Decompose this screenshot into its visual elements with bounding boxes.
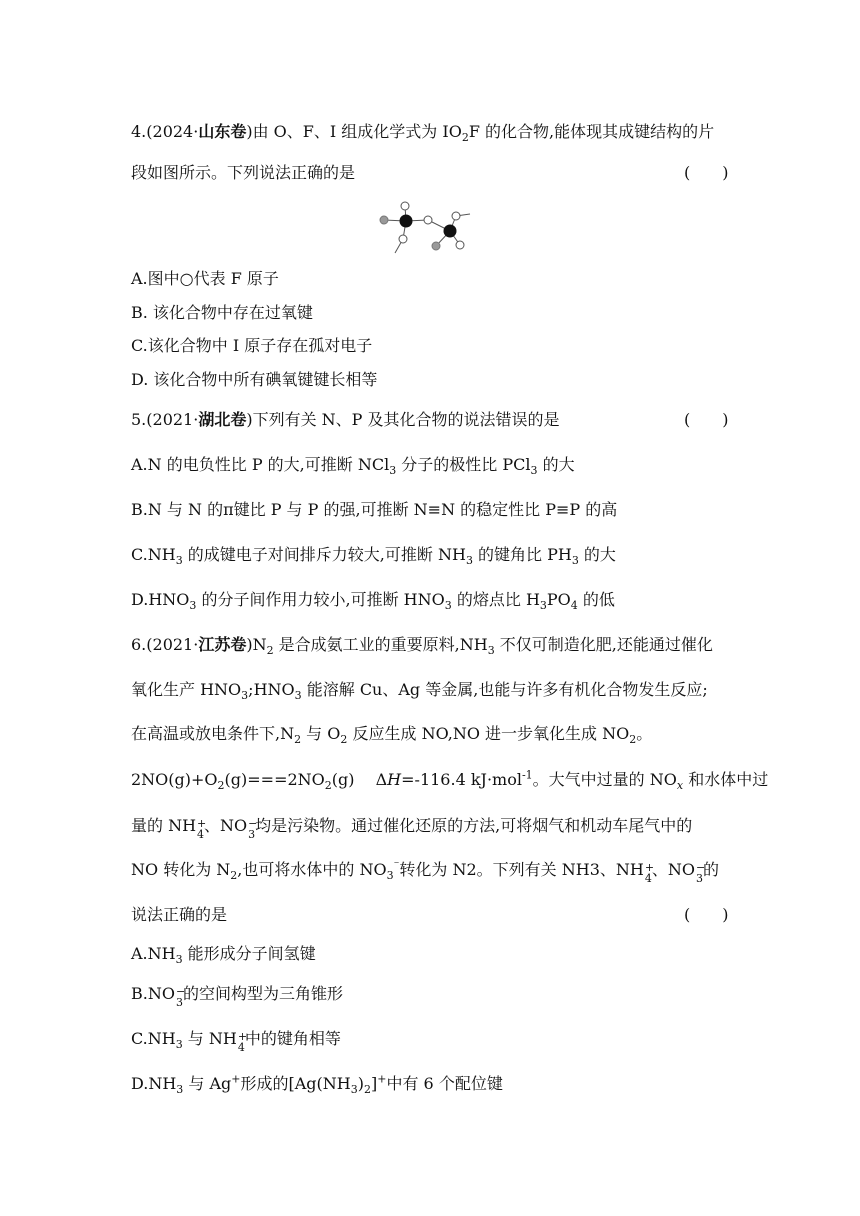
q6-l1-sub1: 2 (266, 644, 274, 658)
q5-c-sub3: 3 (571, 554, 579, 568)
q6-l1-text3: 不仅可制造化肥,还能通过催化 (494, 635, 713, 654)
q6-d-sup2: + (377, 1072, 387, 1086)
q4-option-d: D. 该化合物中所有碘氧键键长相等 (131, 370, 378, 389)
q6-l1-text1: N (252, 635, 267, 654)
q6-a-sub1: 3 (175, 953, 183, 967)
q6-stem-line4 (131, 768, 769, 793)
q6-l4-enthalpy-symbol: H (387, 770, 402, 789)
q4-option-c: C.该化合物中 I 原子存在孤对电子 (131, 336, 373, 355)
q5-stem (131, 409, 731, 431)
q6-l3-text4: 。 (636, 724, 653, 743)
q6-l5-ion-no3 (247, 817, 258, 841)
q6-c-text2: 与 NH (182, 1029, 237, 1048)
q6-number: 6. (131, 635, 147, 654)
q6-l6-text1: NO 转化为 N (131, 860, 231, 879)
q6-b-text2: 的空间构型为三角锥形 (182, 984, 343, 1003)
q6-d-text2: 与 Ag (183, 1074, 232, 1093)
q5-c-text1: C.NH (131, 545, 176, 564)
q6-l2-sub1: 3 (241, 689, 249, 703)
q6-d-sub2: 3 (350, 1083, 358, 1097)
q4-stem-line1 (131, 121, 731, 143)
q6-l4-sub-x: x (676, 779, 684, 793)
q6-c-sub1: 3 (175, 1038, 183, 1052)
q6-l5-text2: 、NO (204, 816, 248, 835)
q5-source-year: (2021· (146, 410, 199, 429)
q6-l3-text3: 反应生成 NO,NO 进一步氧化生成 NO (347, 724, 630, 743)
q6-d-text3: 形成的[Ag(NH (240, 1074, 351, 1093)
q5-source-close: ) (246, 410, 253, 429)
o-atom-5 (456, 241, 464, 249)
q5-source-name: 湖北卷 (198, 410, 247, 429)
q6-l6-text2: ,也可将水体中的 NO (237, 860, 387, 879)
q4-stem-text2: F 的化合物,能体现其成键结构的片 (468, 122, 715, 141)
q6-l5-ion-nh4 (196, 817, 207, 841)
q5-d-text4: PO (546, 590, 571, 609)
o-atom-1 (401, 202, 409, 210)
q5-c-text4: 的大 (578, 545, 616, 564)
q6-l6-ion-nh4 (644, 861, 655, 885)
q4-number: 4. (131, 122, 147, 141)
q6-d-text6: 中有 6 个配位键 (386, 1074, 503, 1093)
q6-d-sub3: 2 (364, 1083, 371, 1097)
q6-l3-sub1: 2 (294, 733, 302, 747)
q5-d-text1: D.HNO (131, 590, 190, 609)
q6-l6-sub4: 3 (695, 872, 703, 885)
q5-a-text2: 分子的极性比 PCl (396, 455, 531, 474)
q6-source-name: 江苏卷 (198, 635, 247, 654)
q4-stem-text: 由 O、F、I 组成化学式为 IO (252, 122, 462, 141)
q6-l6-sub2: 3 (386, 869, 394, 883)
q6-b-charge: − (175, 985, 186, 998)
q5-answer-paren: ( ) (684, 410, 729, 429)
q6-option-b (131, 983, 731, 1009)
q6-l6-charge3: − (695, 861, 706, 874)
q6-l3-text1: 在高温或放电条件下,N (131, 724, 295, 743)
q6-stem-line5 (131, 815, 731, 841)
q6-option-a (131, 943, 731, 965)
q6-stem-line2 (131, 679, 731, 701)
q6-c-charge: + (237, 1030, 248, 1043)
q6-l4-text4: =-116.4 kJ·mol (401, 770, 522, 789)
q5-a-text1: A.N 的电负性比 P 的大,可推断 NCl (131, 455, 390, 474)
q6-c-text3: 中的键角相等 (244, 1029, 341, 1048)
q6-l6-sub3: 4 (644, 872, 652, 885)
q5-a-sub1: 3 (389, 464, 397, 478)
f-atom-1 (380, 216, 388, 224)
q4-stem-sub: 2 (461, 131, 469, 145)
q6-l4-text1: 2NO(g)+O (131, 770, 218, 789)
q5-d-text3: 的熔点比 H (451, 590, 540, 609)
q5-number: 5. (131, 410, 147, 429)
q5-d-sub2: 3 (444, 599, 452, 613)
q6-l5-text3: 均是污染物。通过催化还原的方法,可将烟气和机动车尾气中的 (255, 816, 693, 835)
q6-l4-sub2: 2 (324, 779, 332, 793)
q6-source-close: ) (246, 635, 253, 654)
q4-stem-line2: 段如图所示。下列说法正确的是 (131, 163, 356, 182)
q6-d-text4: ) (357, 1074, 364, 1093)
q5-d-sub1: 3 (189, 599, 197, 613)
q6-b-ion-no3 (175, 985, 186, 1009)
q6-option-d (131, 1073, 731, 1095)
q5-a-sub2: 3 (530, 464, 538, 478)
molecule-structure-figure (378, 196, 482, 256)
q5-d-text5: 的低 (577, 590, 615, 609)
q6-source-year: (2021· (146, 635, 199, 654)
q6-l5-charge2: − (248, 817, 258, 830)
q5-option-c (131, 544, 731, 566)
q6-l4-text6: 和水体中过 (683, 770, 769, 789)
q6-l5-sub1: 4 (197, 828, 205, 841)
q5-c-text3: 的键角比 PH (472, 545, 572, 564)
q6-a-text2: 能形成分子间氢键 (182, 944, 316, 963)
i-atom-2 (444, 225, 457, 238)
q5-option-d (131, 589, 731, 611)
q6-l2-sub2: 3 (294, 689, 302, 703)
q5-c-sub1: 3 (175, 554, 183, 568)
q5-stem-text: 下列有关 N、P 及其化合物的说法错误的是 (252, 410, 560, 429)
q6-d-text1: D.NH (131, 1074, 177, 1093)
q6-d-sub1: 3 (176, 1083, 184, 1097)
q6-l2-text3: 能溶解 Cu、Ag 等金属,也能与许多有机化合物发生反应; (301, 680, 708, 699)
q5-c-text2: 的成键电子对间排斥力较大,可推断 NH (182, 545, 466, 564)
q6-l6-text4: 、NO (651, 860, 695, 879)
q6-l1-sub2: 3 (487, 644, 495, 658)
o-atom-2 (399, 235, 407, 243)
q5-option-b: B.N 与 N 的π键比 P 与 P 的强,可推断 N≡N 的稳定性比 P≡P 的高 (131, 500, 618, 519)
q4-source-year: (2024· (146, 122, 199, 141)
q6-l6-sub1: 2 (230, 869, 238, 883)
q4-source-close: ) (246, 122, 253, 141)
q6-b-sub: 3 (175, 996, 183, 1009)
q5-d-sub4: 4 (570, 599, 578, 613)
q6-l3-sub3: 2 (629, 733, 637, 747)
o-atom-3 (424, 216, 432, 224)
q6-l2-text2: ;HNO (248, 680, 295, 699)
q6-l6-text5: 的 (702, 860, 719, 879)
q6-l2-text1: 氧化生产 HNO (131, 680, 242, 699)
q6-stem-line6 (131, 858, 731, 885)
q6-a-text1: A.NH (131, 944, 176, 963)
q6-l5-sub2: 3 (248, 828, 256, 841)
q6-l6-ion-no3 (695, 861, 706, 885)
q5-d-sub3: 3 (539, 599, 547, 613)
q6-answer-paren: ( ) (684, 905, 729, 924)
f-atom-2 (432, 242, 440, 250)
q4-option-b: B. 该化合物中存在过氧键 (131, 303, 313, 322)
q6-l4-text2: (g)===2NO (224, 770, 325, 789)
q6-c-ion-nh4 (237, 1030, 248, 1054)
q5-option-a (131, 454, 731, 476)
q4-option-a: A.图中○代表 F 原子 (131, 269, 279, 288)
q6-d-text5: ] (371, 1074, 378, 1093)
q6-b-text1: B.NO (131, 984, 175, 1003)
q6-stem-line7: 说法正确的是 (131, 905, 228, 924)
q5-a-text3: 的大 (537, 455, 575, 474)
q5-c-sub2: 3 (465, 554, 473, 568)
i-atom-1 (400, 215, 413, 228)
q4-source-name: 山东卷 (198, 122, 247, 141)
q6-c-sub2: 4 (237, 1041, 245, 1054)
q6-stem-line3 (131, 723, 731, 745)
q6-l6-text3: 转化为 N2。下列有关 NH3、NH (399, 860, 644, 879)
q6-l4-text5: 。大气中过量的 NO (532, 770, 677, 789)
q6-l4-sub1: 2 (217, 779, 225, 793)
q6-l6-charge: ⁻ (393, 858, 400, 872)
q6-l4-sup: -1 (521, 768, 533, 782)
q6-l5-text1: 量的 NH (131, 816, 197, 835)
q6-l3-text2: 与 O (301, 724, 341, 743)
q6-d-sup1: + (231, 1072, 241, 1086)
q6-l3-sub2: 2 (340, 733, 348, 747)
q6-c-text1: C.NH (131, 1029, 176, 1048)
q6-option-c (131, 1028, 731, 1054)
q6-stem-line1 (131, 634, 731, 656)
q6-l5-charge1: + (197, 817, 207, 830)
q4-answer-paren: ( ) (684, 163, 729, 182)
q6-l1-text2: 是合成氨工业的重要原料,NH (273, 635, 488, 654)
q6-l6-charge2: + (644, 861, 655, 874)
o-atom-4 (452, 212, 460, 220)
q5-d-text2: 的分子间作用力较小,可推断 HNO (196, 590, 445, 609)
q6-l4-text3: (g) Δ (331, 770, 388, 789)
